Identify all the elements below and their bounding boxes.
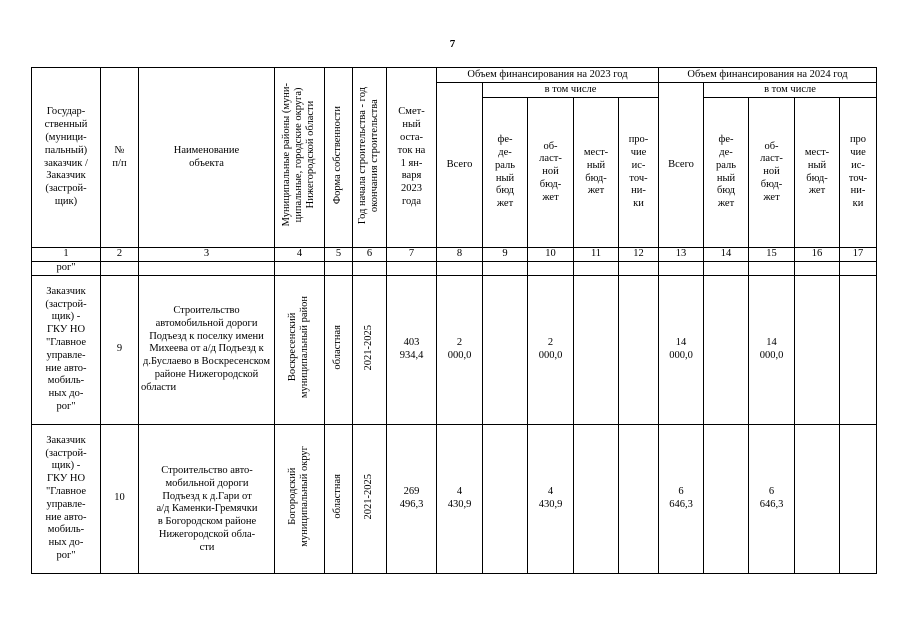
carry-over-row <box>32 262 877 276</box>
row-federal-2024 <box>704 424 749 573</box>
column-number: 2 <box>101 248 139 262</box>
column-number: 15 <box>749 248 795 262</box>
row-ownership: областная <box>332 474 344 519</box>
row-federal-2023 <box>483 424 528 573</box>
column-number: 16 <box>795 248 840 262</box>
header-regional-2023: об- ласт- ной бюд- жет <box>528 98 574 248</box>
column-number: 6 <box>353 248 387 262</box>
header-federal-2024: фе- де- раль ный бюд жет <box>704 98 749 248</box>
row-years-cell <box>353 275 387 424</box>
header-financing-2024: Объем финансирования на 2024 год <box>659 68 877 83</box>
row-total-2024: 14 000,0 <box>659 275 704 424</box>
header-financing-2023: Объем финансирования на 2023 год <box>437 68 659 83</box>
row-total-2023: 2 000,0 <box>437 275 483 424</box>
financing-table <box>31 67 877 574</box>
row-customer: Заказчик (застрой- щик) - ГКУ НО "Главное управле- ние авто- мобиль- ных до- рог" <box>32 424 101 573</box>
row-local-2023 <box>574 275 619 424</box>
row-number: 9 <box>101 275 139 424</box>
column-number: 7 <box>387 248 437 262</box>
header-total-2024: Всего <box>659 83 704 248</box>
header-ownership: Форма собственности <box>332 106 344 205</box>
header-other-2024: про чие ис- точ- ни- ки <box>840 98 877 248</box>
row-other-2024 <box>840 424 877 573</box>
row-federal-2024 <box>704 275 749 424</box>
table-row <box>32 424 877 573</box>
column-number: 4 <box>275 248 325 262</box>
carry-over-text: рог" <box>32 262 101 276</box>
row-ownership-cell <box>325 424 353 573</box>
row-estimate: 269 496,3 <box>387 424 437 573</box>
header-including-2023: в том числе <box>483 83 659 98</box>
row-other-2023 <box>619 424 659 573</box>
header-district: Муниципальные районы (муни- ципальные, городские округа) Нижегородской области <box>281 83 317 227</box>
header-years-cell <box>353 68 387 248</box>
header-row <box>32 68 877 83</box>
row-local-2024 <box>795 275 840 424</box>
row-total-2023: 4 430,9 <box>437 424 483 573</box>
row-other-2024 <box>840 275 877 424</box>
header-federal-2023: фе- де- раль ный бюд жет <box>483 98 528 248</box>
header-total-2023: Всего <box>437 83 483 248</box>
column-number: 8 <box>437 248 483 262</box>
header-ownership-cell <box>325 68 353 248</box>
header-years: Год начала строительства - год окончания строительства <box>357 86 381 224</box>
header-other-2023: про- чие ис- точ- ни- ки <box>619 98 659 248</box>
row-ownership: областная <box>332 325 344 370</box>
row-district-cell <box>275 424 325 573</box>
column-number: 14 <box>704 248 749 262</box>
row-district: Воскресенский муниципальный район <box>287 296 311 399</box>
row-regional-2024: 14 000,0 <box>749 275 795 424</box>
row-customer: Заказчик (застрой- щик) - ГКУ НО "Главное управле- ние авто- мобиль- ных до- рог" <box>32 275 101 424</box>
row-other-2023 <box>619 275 659 424</box>
row-total-2024: 6 646,3 <box>659 424 704 573</box>
header-object-name: Наименование объекта <box>139 68 275 248</box>
row-years: 2021-2025 <box>363 324 375 371</box>
column-number: 13 <box>659 248 704 262</box>
row-local-2023 <box>574 424 619 573</box>
column-number: 1 <box>32 248 101 262</box>
header-regional-2024: об- ласт- ной бюд- жет <box>749 98 795 248</box>
row-regional-2023: 4 430,9 <box>528 424 574 573</box>
column-number: 12 <box>619 248 659 262</box>
row-regional-2024: 6 646,3 <box>749 424 795 573</box>
row-years: 2021-2025 <box>363 473 375 520</box>
column-number: 5 <box>325 248 353 262</box>
row-years-cell <box>353 424 387 573</box>
header-customer: Государ- ственный (муници- пальный) заказчик / Заказчик (застрой- щик) <box>32 68 101 248</box>
row-number: 10 <box>101 424 139 573</box>
column-number: 9 <box>483 248 528 262</box>
column-number: 10 <box>528 248 574 262</box>
row-object-name: Строительство авто- мобильной дороги Подъезд к д.Гари от а/д Каменки-Гремячки в Богородском районе Нижегородской обла- сти <box>139 424 275 573</box>
header-including-2024: в том числе <box>704 83 877 98</box>
column-number: 11 <box>574 248 619 262</box>
column-number: 17 <box>840 248 877 262</box>
row-object-name: Строительство автомобильной дороги Подъезд к поселку имени Михеева от а/д Подъезд к д.Буслаево в Воскресенском районе Нижегородской области <box>139 275 275 424</box>
row-estimate: 403 934,4 <box>387 275 437 424</box>
row-regional-2023: 2 000,0 <box>528 275 574 424</box>
page-number: 7 <box>449 38 456 50</box>
header-local-2023: мест- ный бюд- жет <box>574 98 619 248</box>
row-district-cell <box>275 275 325 424</box>
row-ownership-cell <box>325 275 353 424</box>
row-local-2024 <box>795 424 840 573</box>
header-number: № п/п <box>101 68 139 248</box>
header-district-cell <box>275 68 325 248</box>
row-district: Богородский муниципальный округ <box>287 446 311 547</box>
row-federal-2023 <box>483 275 528 424</box>
column-numbers-row <box>32 248 877 262</box>
header-estimate: Смет- ный оста- ток на 1 ян- варя 2023 года <box>387 68 437 248</box>
table-row <box>32 275 877 424</box>
header-local-2024: мест- ный бюд- жет <box>795 98 840 248</box>
column-number: 3 <box>139 248 275 262</box>
